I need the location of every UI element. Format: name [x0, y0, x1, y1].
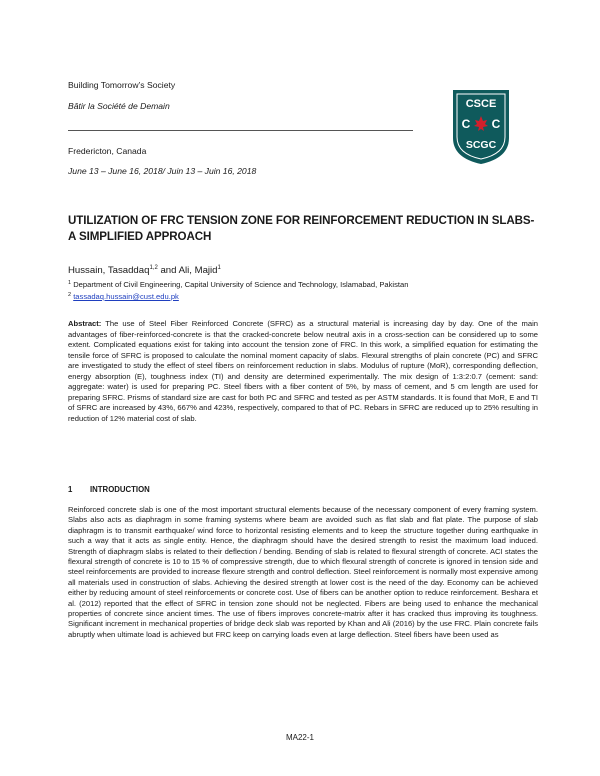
author-joiner: and	[157, 265, 179, 276]
affiliation-2-sup: 2	[68, 292, 72, 298]
section-heading	[68, 485, 150, 494]
author-2-sup: 1	[217, 265, 221, 271]
logo-left-letter: C	[461, 117, 471, 131]
author-2: Ali, Majid	[178, 265, 218, 276]
section-number: 1	[68, 485, 73, 494]
abstract-label: Abstract:	[68, 319, 102, 328]
affiliation-1	[68, 278, 408, 290]
abstract-text: The use of Steel Fiber Reinforced Concrete (SFRC) as a structural material is increasing day by day. One of the main advantages of fiber-reinforced-concrete is that the cracked-concrete below neutral axis in a cross-section can be considered up to some extent. Complicated equations exist for taking into account the tension zone of FRC. In this work, a simplified equation for estimating the tensile force of SFRC is proposed to calculate the nominal moment capacity of slabs. Flexural strengths of plain concrete (PC) and SFRC are investigated to study the effect of steel fibers on reinforcement reduction in slabs. Modulus of rupture (MoR), corresponding deflection, energy absorption (E), toughness index (TI) and density are determined experimentally. The mix design of 1:3:2:0.7 (cement: sand: aggregate: water) is used for preparing PC. Steel fibers with a fiber content of 5%, by mass of cement, and 5 cm length are used for preparing SFRC. Prisms of standard size are cast for both PC and SFRC and tested as per ASTM standards. It is found that MoR, E and TI of SFRC are increased by 43%, 667% and 423%, respectively, compared to that of PC. Rebars in SFRC are reduced up to 25% resulting in reduction of 12% material cost of slab.	[68, 319, 538, 423]
abstract	[68, 319, 538, 424]
author-1: Hussain, Tasaddaq	[68, 265, 150, 276]
page-number: MA22-1	[285, 733, 314, 742]
affiliation-2	[68, 290, 179, 302]
conference-dates: June 13 – June 16, 2018/ Juin 13 – Juin 16, 2018	[68, 166, 257, 176]
society-name-fr: Bâtir la Société de Demain	[68, 101, 170, 111]
introduction-text: Reinforced concrete slab is one of the most important structural elements because of the necessary component of every framing system. Slabs also acts as diaphragm in some framing systems where beam are avoided such as flat slab and flat plate. The purpose of slab diaphragm is to transmit earthquake/ wind force to horizontal resisting elements and to keep the structure together during earthquake in such a way that it acts as single entity. Hence, the diaphragm should have the desired strength to resist the maximum load induced. Strength of diaphragm slabs is related to their deflection / bending. Bending of slab is related to flexural strength of concrete. ACI states the flexural strength of concrete is 10 to 15 % of compressive strength, due to which flexural strength of concrete is ignored in tension side and steel reinforcements are provided to increase flexure strength and control deflection. Steel reinforcement is normally most expensive among all materials used in construction of slabs. Achieving the desired strength at lower cost is the need of the day. Economy can be achieved either by reducing amount of steel reinforcements or concrete cost. Use of fibers can be another option to reduce reinforcement. Beshara et al. (2012) reported that the effect of SFRC in tension zone should not be neglected. Fibers are being used to enhance the mechanical properties of concrete since ancient times. The use of fibers improves concrete-matrix after it has cracked thus improving its toughness. Significant increment in mechanical properties of bridge deck slab was reported by Khan and Ali (2016) by the use FRC. Plain concrete fails abruptly when ultimate load is achieved but FRC keep on carrying loads even at large deflection. Steel fibers have been used as	[68, 505, 538, 639]
author-1-sup: 1,2	[149, 265, 158, 271]
section-title: INTRODUCTION	[90, 485, 150, 494]
paper-title: UTILIZATION OF FRC TENSION ZONE FOR REINFORCEMENT REDUCTION IN SLABS- A SIMPLIFIED APPROACH	[68, 214, 535, 243]
author-email-link[interactable]: tassadaq.hussain@cust.edu.pk	[73, 292, 179, 301]
affiliation-1-text: Department of Civil Engineering, Capital University of Science and Technology, Islamabad, Pakistan	[73, 280, 409, 289]
author-line	[68, 262, 221, 277]
logo-top-text: CSCE	[465, 98, 497, 110]
csce-logo	[449, 86, 513, 166]
logo-right-letter: C	[491, 117, 501, 131]
header-rule	[68, 130, 413, 131]
conference-location: Fredericton, Canada	[68, 146, 147, 156]
affiliation-1-sup: 1	[68, 280, 72, 286]
society-name-en: Building Tomorrow’s Society	[68, 80, 176, 90]
logo-bottom-text: SCGC	[465, 139, 497, 151]
